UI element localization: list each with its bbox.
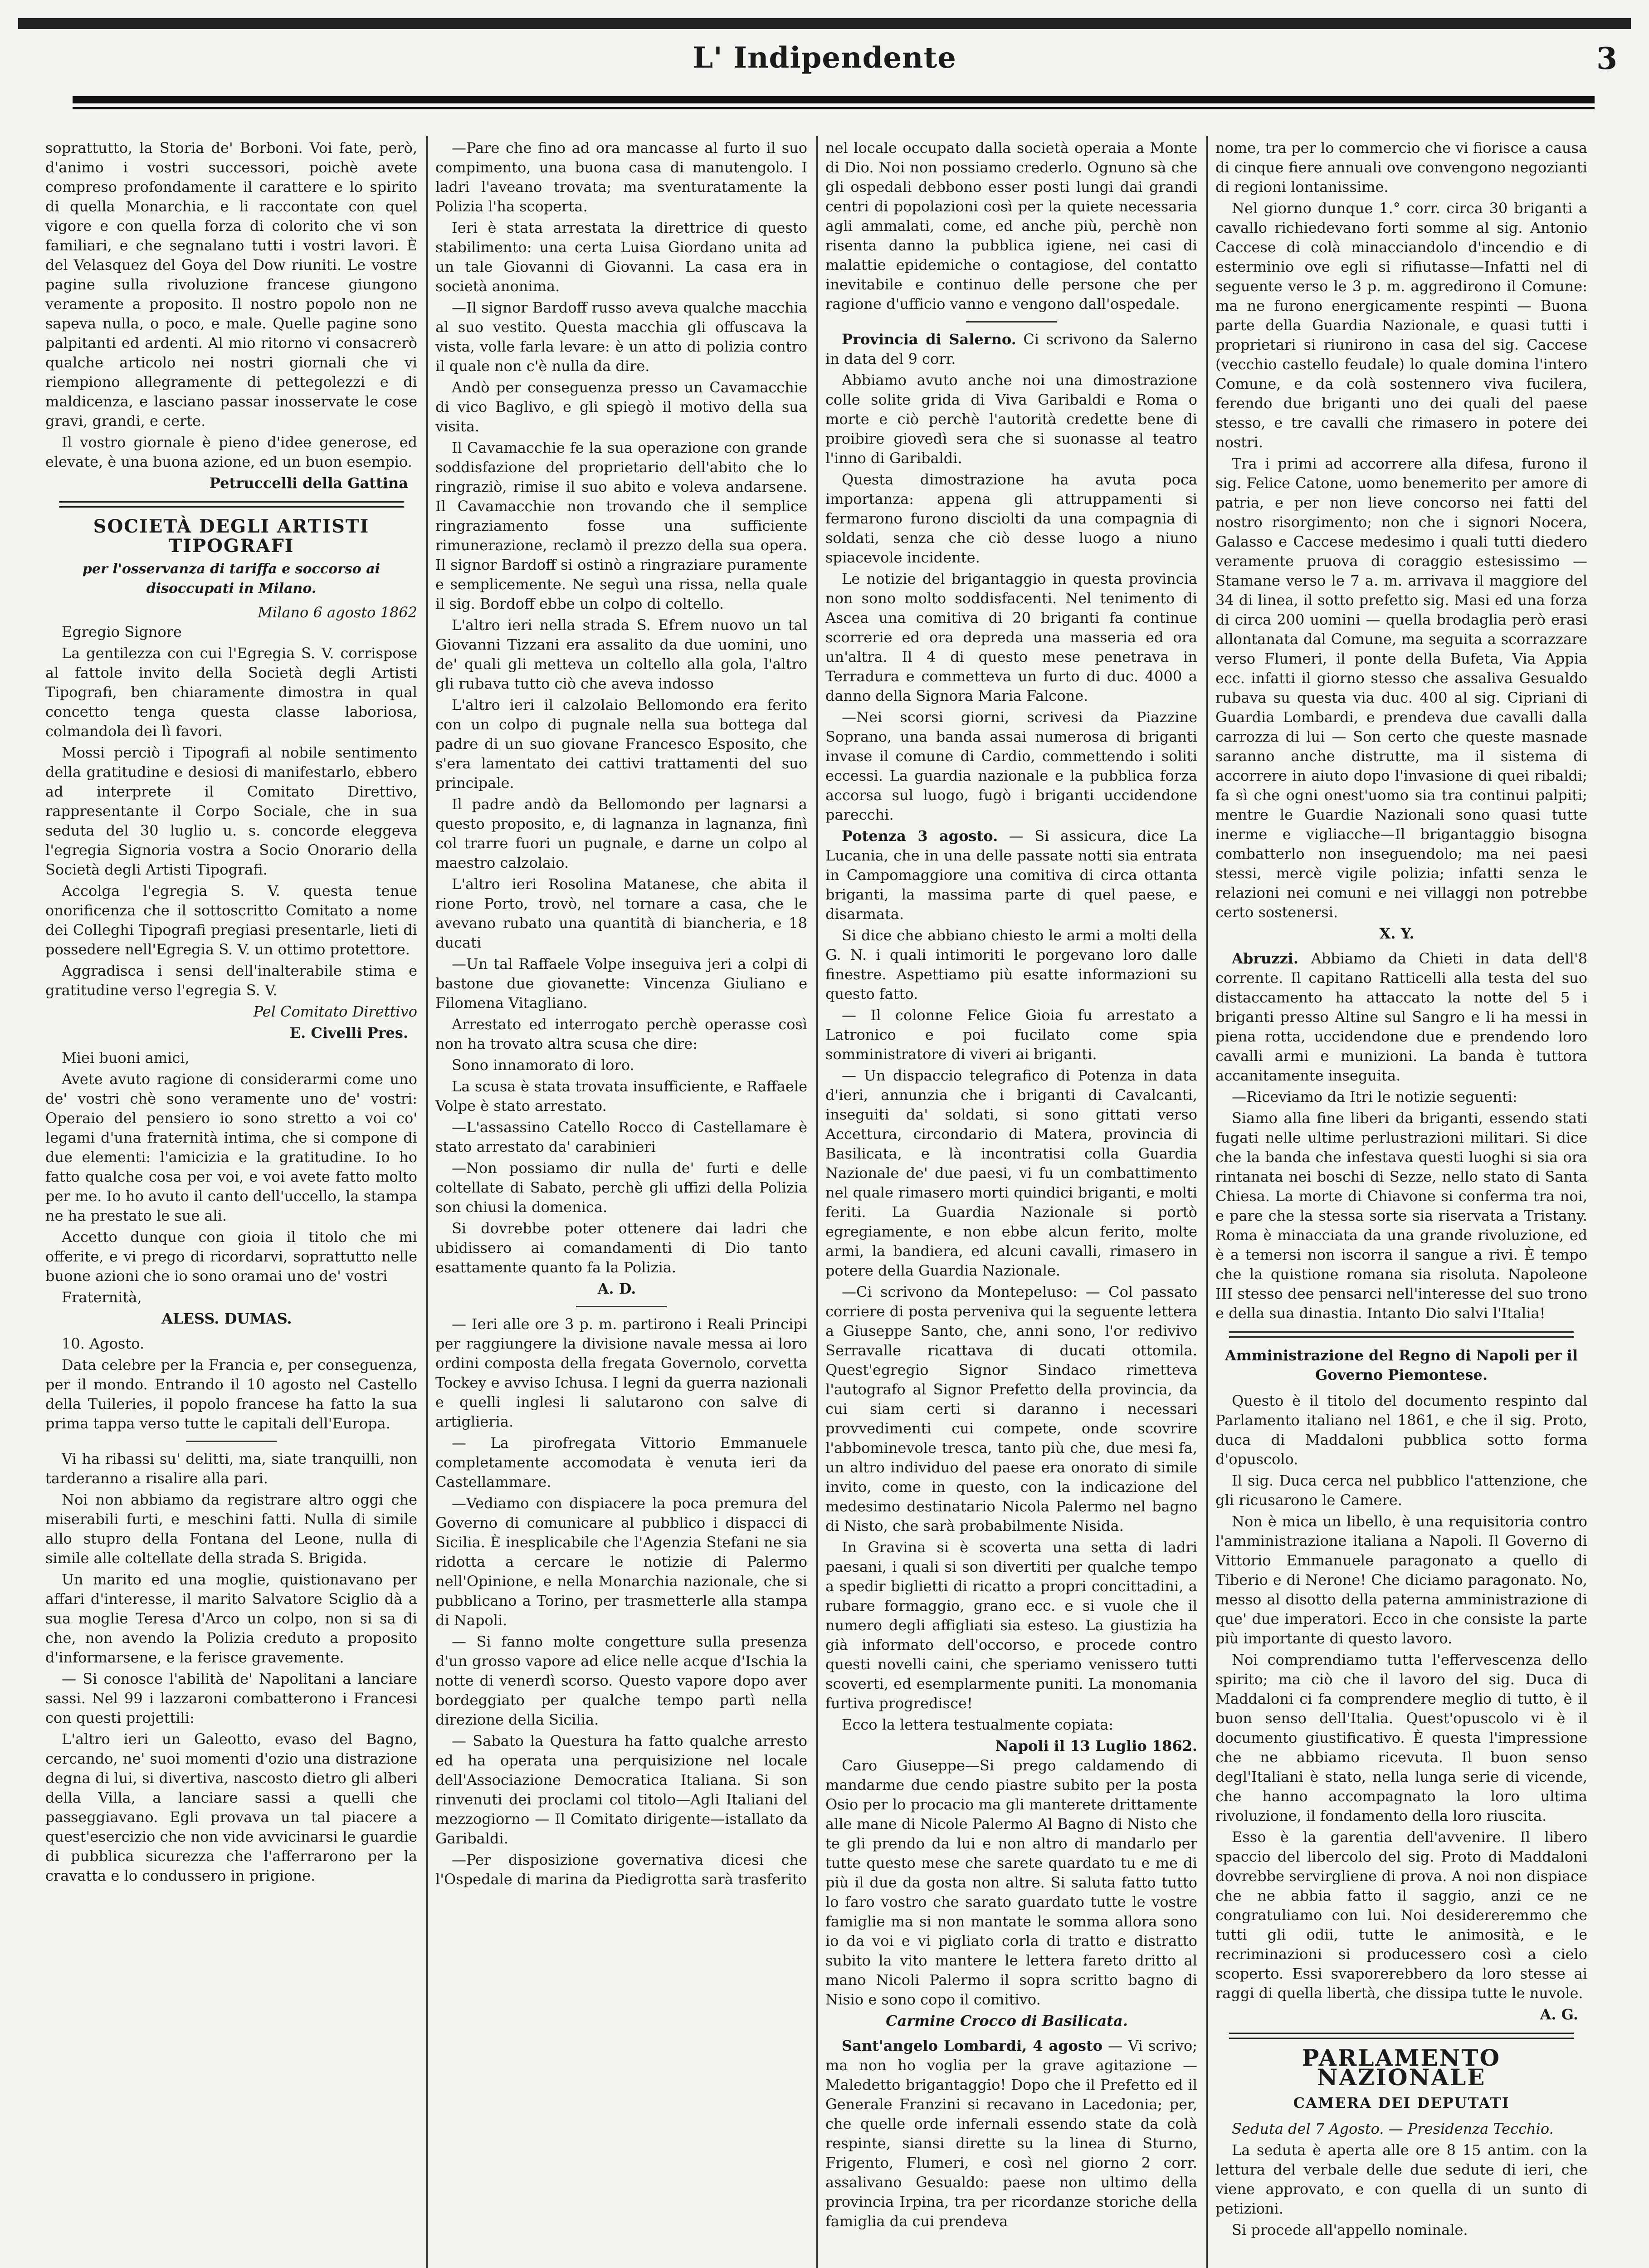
- paragraph: Sono innamorato di loro.: [452, 1056, 634, 1074]
- paragraph: L'altro ieri Rosolina Matanese, che abita il rione Porto, trovò, nel tornare a casa, che le avevano rubato una quantità di biancheria, e 18 ducati: [435, 875, 807, 951]
- paragraph: — Un dispaccio telegrafico di Potenza in data d'ieri, annunzia che i briganti di Cavalcanti, inseguiti da' soldati, si sono gittati verso Accettura, circondario di Matera, provincia di Basilicata, e là incontratisi colla Guardia Nazionale de' due paesi, vi fu un combattimento nel quale rimasero morti quindici briganti, e molti feriti. La Guardia Nazionale si portò egregiamente, e non ebbe alcun ferito, molte armi, la bandiera, ed alcuni cavalli, rimasero in potere della Guardia Nazionale.: [825, 1067, 1197, 1279]
- paragraph-text: Abbiamo da Chieti in data dell'8 corrente. Il capitano Ratticelli alla testa del suo distaccamento ha attaccato la notte del 5 i briganti presso Altine sul Sangro e li ha messi in piena rotta, uccidendone due e prendendo loro cavalli armi e munizioni. La banda è tuttora accanitamente inseguita.: [1215, 950, 1587, 1084]
- paragraph: — Sabato la Questura ha fatto qualche arresto ed ha operata una perquisizione nel locale dell'Associazione Democratica Italiana. Si son rinvenuti dei proclami col titolo—Agli Italiani del mezzogiorno — Il Comitato dirigente—istallato da Garibaldi.: [435, 1732, 807, 1847]
- paragraph: — La pirofregata Vittorio Emmanuele completamente accomodata è venuta ieri da Castellammare.: [435, 1434, 807, 1491]
- paragraph: — Si conosce l'abilità de' Napolitani a lanciare sassi. Nel 99 i lazzaroni combatterono i Francesi con questi projettili:: [45, 1670, 417, 1726]
- paragraph: Noi non abbiamo da registrare altro oggi che miserabili furti, e meschini fatti. Nulla di simile allo stupro della Fontana del Leone, nulla di simile alle coltellate della strada S. Brigida.: [45, 1491, 417, 1567]
- paragraph: —Non possiamo dir nulla de' furti e delle coltellate di Sabato, perchè gli uffizi della Polizia son chiusi la domenica.: [435, 1159, 807, 1216]
- paragraph: Accolga l'egregia S. V. questa tenue onorificenza che il sottoscritto Comitato a nome dei Colleghi Tipografi pregiasi presentarle, lieti di possedere nell'Egregia S. V. un ottimo protettore.: [45, 882, 417, 958]
- paragraph: —Nei scorsi giorni, scrivesi da Piazzine Soprano, una banda assai numerosa di briganti invase il comune di Cardio, commettendo i soliti eccessi. La guardia nazionale e la pubblica forza accorsa sul luogo, fugò i briganti uccidendone parecchi.: [825, 709, 1197, 823]
- signature: A. D.: [597, 1280, 636, 1297]
- dateline-place: Sant'angelo Lombardi, 4 agosto: [842, 2037, 1103, 2054]
- paragraph: Le notizie del brigantaggio in questa provincia non sono molto soddisfacenti. Nel tenimento di Ascea una comitiva di 20 briganti fa continue scorrerie ed ora depreda una masseria ed ora un'altra. Il 4 di questo mese penetrava in Terradura e commetteva un furto di duc. 4000 a danno della Signora Maria Falcone.: [825, 570, 1197, 704]
- column-1: [45, 138, 417, 2268]
- chamber-heading: CAMERA DEI DEPUTATI: [1293, 2094, 1510, 2112]
- paragraph: Si procede all'appello nominale.: [1232, 2221, 1468, 2239]
- paragraph: —Ci scrivono da Montepeluso: — Col passato corriere di posta perveniva qui la seguente lettera a Giuseppe Santo, che, anni sono, l'or redivivo Serravalle ricattava di ducati ottomila. Quest'egregio Signor Sindaco rimetteva l'autografo al Signor Prefetto della provincia, da cui siam certi si daranno i necessari provvedimenti cui compete, onde scovrire l'abbominevole tresca, tanto più che, due mesi fa, un altro individuo del paese era onorato di simile invito, come in questo, con la indicazione del medesimo destinatario Nicola Palermo nel bagno di Nisto, che sarà probabilmente Nisida.: [825, 1283, 1197, 1535]
- paragraph: nel locale occupato dalla società operaia a Monte di Dio. Noi non possiamo crederlo. Ognuno sà che gli ospedali debbono esser posti lungi dai grandi centri di popolazioni così per la quiete necessaria agli ammalati, come, ed anche più, perchè non risenta danno la pubblica igiene, nei casi di malattie epidemiche o contagiose, del contatto inevitabile e continuo delle persone che per ragione d'ufficio vanno e vengono dall'ospedale.: [825, 139, 1197, 313]
- dateline-place: Abruzzi.: [1232, 950, 1298, 967]
- paragraph: Non è mica un libello, è una requisitoria contro l'amministrazione italiana a Napoli. Il Governo di Vittorio Emmanuele paragonato a quello di Tiberio e di Nerone! Che diciamo paragonato. No, messo al disotto della paterna amministrazione di que' due imperatori. Ecco in che consiste la parte più importante di questo lavoro.: [1215, 1513, 1587, 1647]
- paragraph: soprattutto, la Storia de' Borboni. Voi fate, però, d'animo i vostri successori, poichè avete compreso profondamente il carattere e lo spirito di quella Monarchia, e li raccontate con quel vigore e con quella forza di colorito che vi son familiari, e che segnalano tutti i vostri lavori. È del Velasquez del Goya del Dow riuniti. Le vostre pagine sulla rivoluzione francese giungono veramente a proposito. Il nostro popolo non ne sapeva nulla, o poco, e male. Quelle pagine sono palpitanti ed ardenti. Al mio ritorno vi consacrerò qualche articolo nei nostri giornali che vi riempiono allegramente di pettegolezzi e di maldicenza, e lasciano passar inosservate le cose gravi, grandi, e certe.: [45, 139, 417, 430]
- paragraph: Il padre andò da Bellomondo per lagnarsi a questo proposito, e, di lagnanza in lagnanza, finì col trarre fuori un pugnale, e darne un colpo al maestro calzolaio.: [435, 796, 807, 871]
- paragraph: Mossi perciò i Tipografi al nobile sentimento della gratitudine e desiosi di manifestarlo, ebbero ad interprete il Comitato Direttivo, rappresentante il Corpo Sociale, che in sua seduta del 30 luglio u. s. concorde eleggeva l'egregia Signoria vostra a Socio Onorario della Società degli Artisti Tipografi.: [45, 744, 417, 878]
- paragraph: Caro Giuseppe—Si prego caldamendo di mandarme due cendo piastre subito per la posta Osio per lo procacio ma gli manterete drittamente alle mane di Nicole Palermo Al Bagno di Nisto che te gli prendo da lui e non altro di mandarlo per tutte questo mese che sarete quardato tu e me di più il due da gosta non altre. Si saluta fatto tutto lo faro vostro che sarato guardato tutte le vostre famiglie ma si non mantate le somma allora sono io da voi e vi pigliato corla di tratto e distratto subito la vito mantere le lettera fareto dritto al mano Nicoli Palermo il sopra scritto bagno di Nisio e sono copo il comitivo.: [825, 1757, 1197, 2008]
- column-2: [435, 138, 807, 2268]
- paragraph: L'altro ieri nella strada S. Efrem nuovo un tal Giovanni Tizzani era assalito da due uomini, uno de' quali gli metteva un coltello alla gola, l'altro gli rubava tutto ciò che aveva indosso: [435, 616, 807, 692]
- divider: [186, 1441, 277, 1442]
- divider: [576, 1306, 667, 1307]
- column-separator: [426, 136, 428, 2268]
- salutation: Egregio Signore: [62, 623, 182, 640]
- dateline: Milano 6 agosto 1862: [258, 604, 417, 621]
- dateline-place: Provincia di Salerno.: [842, 331, 1016, 348]
- paragraph: —Pare che fino ad ora mancasse al furto il suo compimento, una buona casa di manutengolo. I ladri l'aveano trovata; ma sventuratamente la Polizia l'ha scoperta.: [435, 139, 807, 215]
- paragraph: — Ieri alle ore 3 p. m. partirono i Reali Principi per raggiungere la divisione navale messa ai loro ordini composta della fregata Governolo, corvetta Tockey e avviso Ichusa. I legni da guerra nazionali e quelli inglesi li salutarono con salve di artiglieria.: [435, 1315, 807, 1430]
- paragraph: Il Cavamacchie fe la sua operazione con grande soddisfazione del proprietario dell'abito che lo ringraziò, rimise il suo abito e voleva andarsene. Il Cavamacchie non trovando che il semplice ringraziamento fosse una sufficiente rimunerazione, reclamò il prezzo della sua opera. Il signor Bardoff si ostinò a ringraziare puramente e semplicemente. Ne seguì una rissa, nella quale il sig. Bordoff ebbe un colpo di coltello.: [435, 439, 807, 612]
- paragraph-text: — Vi scrivo; ma non ho voglia per la grave agitazione — Maledetto brigantaggio! Dopo che il Prefetto ed il Generale Franzini si recavano in Lacedonia; per, che quelle orde infernali essendo state da colà respinte, siansi dirette su la linea di Sturno, Frigento, Flumeri, e così nel giorno 2 corr. assalivano Gesualdo: paese non ultimo della provincia Irpina, tra per ricordanze storiche della famiglia da cui prendeva: [825, 2037, 1197, 2230]
- column-3: [825, 138, 1197, 2268]
- paragraph: L'altro ieri il calzolaio Bellomondo era ferito con un colpo di pugnale nella sua bottega dal padre di un suo giovane Francesco Esposito, che s'era lamentato dei cattivi trattamenti del suo principale.: [435, 696, 807, 792]
- paragraph: Abbiamo avuto anche noi una dimostrazione colle solite grida di Viva Garibaldi e Roma o morte e ciò perchè l'autorità credette bene di proibire giovedì sera che si suonasse al teatro l'inno di Garibaldi.: [825, 371, 1197, 467]
- paragraph: — Il colonne Felice Gioia fu arrestato a Latronico e poi fucilato come spia somministratore di viveri ai briganti.: [825, 1007, 1197, 1063]
- section-heading: Amministrazione del Regno di Napoli per il Governo Piemontese.: [1225, 1347, 1578, 1383]
- paragraph: Si dice che abbiano chiesto le armi a molti della G. N. i quali intimoriti le porgevano loro dalle finestre. Aspettiamo più esatte informazioni su questo fatto.: [825, 927, 1197, 1002]
- paragraph: — Si fanno molte congetture sulla presenza d'un grosso vapore ad elice nelle acque d'Ischia la notte di venerdì scorso. Questo vapore dopo aver bordeggiato per qualche tempo partì nella direzione della Sicilia.: [435, 1633, 807, 1728]
- paragraph: Nel giorno dunque 1.° corr. circa 30 briganti a cavallo richiedevano forti somme al sig. Antonio Caccese di colà minacciandolo d'incendio e di esterminio ove egli si rifiutasse—Infatti nel di seguente verso le 3 p. m. aggredirono il Comune: ma ne furono energicamente respinti — Buona parte della Guardia Nazionale, e quasi tutti i proprietari si riunirono in casa del sig. Caccese (vecchio castello feudale) lo quale domina l'intero Comune, e da colà sostennero viva fucilera, ferendo due briganti uno dei quali del paese stesso, e tre cavalli che rimasero in potere dei nostri.: [1215, 200, 1587, 451]
- paragraph-text: Ci scrivono da Salerno in data del 9 corr.: [825, 331, 1197, 367]
- paragraph: Questo è il titolo del documento respinto dal Parlamento italiano nel 1861, e che il sig. Proto, duca di Maddaloni pubblica sotto forma d'opuscolo.: [1215, 1392, 1587, 1468]
- page-number: 3: [1596, 41, 1617, 76]
- divider: [966, 321, 1057, 323]
- paragraph: —Riceviamo da Itri le notizie seguenti:: [1232, 1088, 1517, 1105]
- paragraph: —Un tal Raffaele Volpe inseguiva jeri a colpi di bastone due giovanette: Vincenza Giuliano e Filomena Vitagliano.: [435, 955, 807, 1012]
- paragraph: —L'assassino Catello Rocco di Castellamare è stato arrestato da' carabinieri: [435, 1119, 807, 1155]
- paragraph: Il vostro giornale è pieno d'idee generose, ed elevate, è una buona azione, ed un buon esempio.: [45, 434, 417, 470]
- signature: E. Civelli Pres.: [289, 1024, 408, 1041]
- paragraph: Vi ha ribassi su' delitti, ma, siate tranquilli, non tarderanno a risalire alla pari.: [45, 1450, 417, 1487]
- header-rule-thin: [73, 107, 1595, 109]
- paragraph: Accetto dunque con gioia il titolo che mi offerite, e vi prego di ricordarvi, soprattutto nelle buone azioni che io sono oramai uno de' vostri: [45, 1228, 417, 1285]
- paragraph: Noi comprendiamo tutta l'effervescenza dello spirito; ma ciò che il lavoro del sig. Duca di Maddaloni ci fa comprendere meglio di tutto, è il buon senso dell'Italia. Quest'opuscolo vi è il documento giustificativo. È questa l'impressione che ne abbiamo ricevuta. Il buon senso degl'Italiani è stato, nella lunga serie di vicende, che hanno accompagnato la loro ultima rivoluzione, il fondamento della loro riuscita.: [1215, 1651, 1587, 1824]
- paragraph: La seduta è aperta alle ore 8 15 antim. con la lettura del verbale delle due sedute di ieri, che viene approvato, e con quella di un sunto di petizioni.: [1215, 2141, 1587, 2217]
- section-subheading: per l'osservanza di tariffa e soccorso ai disoccupati in Milano.: [82, 561, 381, 596]
- divider: [1229, 1331, 1574, 1338]
- dateline-place: Potenza 3 agosto.: [842, 827, 998, 845]
- paragraph: Un marito ed una moglie, quistionavano per affari d'interesse, il marito Salvatore Sciglio dà a sua moglie Teresa d'Arco un colpo, non si sa di che, non avendo la Polizia creduto a proposito d'informarsene, e la ferisce gravemente.: [45, 1571, 417, 1666]
- paragraph: Ecco la lettera testualmente copiata:: [842, 1716, 1114, 1733]
- paragraph: Questa dimostrazione ha avuta poca importanza: appena gli attruppamenti si fermarono furono disciolti da una compagnia di soldati, senza che ciò desse luogo a niuno spiacevole incidente.: [825, 471, 1197, 566]
- column-4: [1215, 138, 1587, 2268]
- signature: Carmine Crocco di Basilicata.: [886, 2012, 1128, 2029]
- paragraph: —Per disposizione governativa dicesi che l'Ospedale di marina da Piedigrotta sarà trasferito: [435, 1851, 807, 1888]
- header-rule: [73, 96, 1595, 103]
- parliament-heading: PARLAMENTO NAZIONALE: [1302, 2044, 1501, 2091]
- newspaper-title: L' Indipendente: [693, 41, 956, 75]
- top-border: [18, 18, 1631, 29]
- paragraph: La gentilezza con cui l'Egregia S. V. corrispose al fattole invito della Società degli Artisti Tipografi, ben chiaramente dimostra in qual concetto tenga questa classe laboriosa, colmandola dei lì favori.: [45, 645, 417, 740]
- paragraph: Aggradisca i sensi dell'inalterabile stima e gratitudine verso l'egregia S. V.: [45, 962, 417, 999]
- signature: X. Y.: [1379, 925, 1415, 942]
- paragraph-text: — Si assicura, dice La Lucania, che in una delle passate notti sia entrata in Campomaggiore una comitiva di circa ottanta briganti, la massima parte di quel paese, e disarmata.: [825, 827, 1197, 923]
- paragraph: Andò per conseguenza presso un Cavamacchie di vico Baglivo, e gli spiegò il motivo della sua visita.: [435, 379, 807, 435]
- column-separator: [816, 136, 818, 2268]
- paragraph: nome, tra per lo commercio che vi fiorisce a causa di cinque fiere annuali ove convengono negozianti di regioni lontanissime.: [1215, 139, 1587, 196]
- divider: [1229, 2033, 1574, 2039]
- paragraph: 10. Agosto.: [62, 1335, 145, 1352]
- paragraph: In Gravina si è scoverta una setta di ladri paesani, i quali si son divertiti per qualche tempo a spedir biglietti di ricatto a propri concittadini, a rubare formaggio, grano ecc. e si vuole che il numero degli affigliati sia esteso. La giustizia ha già informato dell'occorso, e procede contro questi novelli caini, che speriamo venissero tutti scoverti, ed esemplarmente puniti. La monomania furtiva progredisce!: [825, 1539, 1197, 1712]
- paragraph: Tra i primi ad accorrere alla difesa, furono il sig. Felice Catone, uomo benemerito per amore di patria, e per non lieve concorso nei fatti del nostro risorgimento; non che i signori Nocera, Galasso e Caccese medesimo i quali tutti diedero veramente pruova di coraggio estesissimo — Stamane verso le 7 a. m. arrivava il maggiore del 34 di linea, il sotto prefetto sig. Masi ed una forza di circa 200 uomini — quella brodaglia però erasi allontanata dal Comune, ma seguita a scorrazzare verso Flumeri, il ponte della Bufeta, Via Appia ecc. infatti il giorno stesso che assaliva Gesualdo rubava su questa via duc. 400 al sig. Cipriani di Guardia Lombardi, e prendeva due cavalli dalla carrozza di lui — Son certo che queste masnade saranno anche distrutte, ma il sistema di accorrere in aiuto dopo l'invasione di quei ribaldi; fa sì che ogni onest'uomo sia tra continui palpiti; mentre le Guardie Nazionali sono quasi tutte inerme e vigliacche—Il brigantaggio bisogna combatterlo non inseguendolo; ma nei paesi stessi, mercè vigile polizia; infatti senza le relazioni nei comuni e nei villaggi non potrebbe certo sostenersi.: [1215, 455, 1587, 921]
- signature: ALESS. DUMAS.: [161, 1310, 292, 1327]
- running-head: [0, 41, 1649, 91]
- paragraph: —Vediamo con dispiacere la poca premura del Governo di comunicare al pubblico i dispacci di Sicilia. È inesplicabile che l'Agenzia Stefani ne sia ridotta a cercare le notizie di Palermo nell'Opinione, e nella Monarchia nazionale, che si pubblicano a Torino, per trasmetterle alla stampa di Napoli.: [435, 1495, 807, 1629]
- paragraph: Si dovrebbe poter ottenere dai ladri che ubidissero ai comandamenti di Dio tanto esattamente quanto fa la Polizia.: [435, 1220, 807, 1276]
- signature: Petruccelli della Gattina: [209, 474, 408, 492]
- session-line: Seduta del 7 Agosto. — Presidenza Tecchio.: [1232, 2120, 1554, 2137]
- paragraph: Data celebre per la Francia e, per conseguenza, per il mondo. Entrando il 10 agosto nel Castello della Tuileries, il popolo francese ha fatto la sua prima tappa verso tutte le capitali dell'Europa.: [45, 1356, 417, 1432]
- signature: A. G.: [1540, 2006, 1578, 2023]
- paragraph: Fraternità,: [62, 1289, 142, 1306]
- paragraph: Avete avuto ragione di considerarmi come uno de' vostri chè sono veramente uno de' vostri: Operaio del pensiero io sono stretto a voi co' legami d'una fraternità intima, che si compone di due elementi: l'amicizia e la gratitudine. Io ho fatto qualche cosa per voi, e voi avete fatto molto per me. Io ho avuto il canto dell'uccello, la stampa ne ha prestato le sue ali.: [45, 1070, 417, 1224]
- paragraph: Siamo alla fine liberi da briganti, essendo stati fugati nelle ultime perlustrazioni militari. Si dice che la banda che infestava questi luoghi si sia ora rintanata nei boschi di Sezze, nello stato di Santa Chiesa. La morte di Chiavone si conferma tra noi, e pare che la stessa sorte sia riservata a Tristany. Roma è minacciata da una grande rivoluzione, ed è a temersi non iscorra il sangue a rivi. È tempo che la quistione romana sia risoluta. Napoleone III stesso dee pensarci nell'interesse del suo trono e della sua dinastia. Intanto Dio salvi l'Italia!: [1215, 1110, 1587, 1322]
- paragraph: Il sig. Duca cerca nel pubblico l'attenzione, che gli ricusarono le Camere.: [1215, 1472, 1587, 1509]
- committee-label: Pel Comitato Direttivo: [253, 1003, 417, 1020]
- salutation: Miei buoni amici,: [62, 1049, 190, 1066]
- paragraph: Esso è la garentia dell'avvenire. Il libero spaccio del libercolo del sig. Proto di Maddaloni dovrebbe servirgliene di prova. A noi non dispiace che ne abbia fatto il saggio, anzi ce ne congratuliamo con lui. Noi desidereremmo che tutti gli odii, tutte le animosità, e le recriminazioni si producessero così a cielo scoperto. Essi svaporerebbero da loro stesse ai raggi di quella libertà, che dissipa tutte le nuvole.: [1215, 1828, 1587, 2002]
- divider: [59, 501, 404, 508]
- letter-dateline: Napoli il 13 Luglio 1862.: [995, 1737, 1197, 1755]
- paragraph: L'altro ieri un Galeotto, evaso del Bagno, cercando, ne' suoi momenti d'ozio una distrazione degna di lui, si divertiva, nascosto dietro gli alberi della Villa, a lanciare sassi a quelli che passeggiavano. Egli provava un tal piacere a quest'esercizio che non vide avvicinarsi le guardie di pubblica sicurezza che l'afferrarono per la cravatta e lo condussero in prigione.: [45, 1730, 417, 1884]
- section-heading: SOCIETÀ DEGLI ARTISTI TIPOGRAFI: [93, 516, 370, 557]
- paragraph: La scusa è stata trovata insufficiente, e Raffaele Volpe è stato arrestato.: [435, 1078, 807, 1114]
- paragraph: Ieri è stata arrestata la direttrice di questo stabilimento: una certa Luisa Giordano unita ad un tale Giovanni di Giovanni. La casa era in società anonima.: [435, 219, 807, 295]
- column-separator: [1206, 136, 1208, 2268]
- paragraph: —Il signor Bardoff russo aveva qualche macchia al suo vestito. Questa macchia gli offuscava la vista, volle farla levare: è un atto di polizia contro il quale non c'è nulla da dire.: [435, 299, 807, 375]
- paragraph: Arrestato ed interrogato perchè operasse così non ha trovato altra scusa che dire:: [435, 1016, 807, 1052]
